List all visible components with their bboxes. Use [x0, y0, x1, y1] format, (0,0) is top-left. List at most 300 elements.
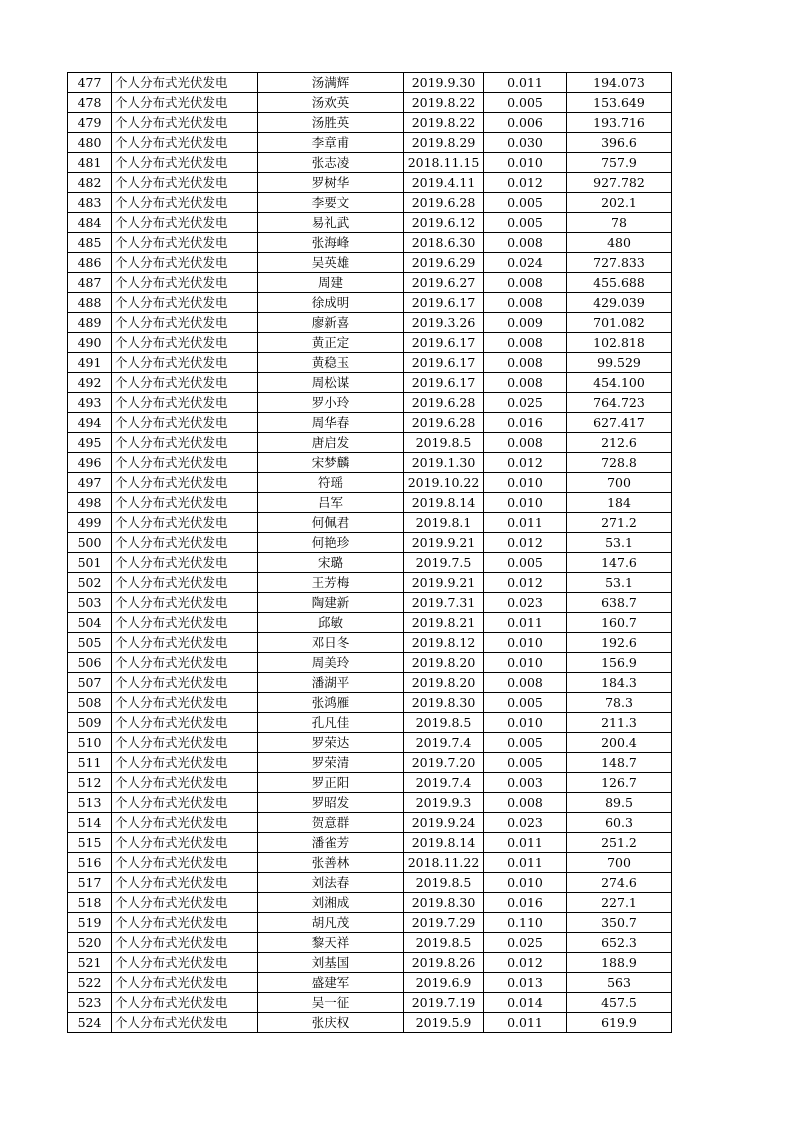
- name-cell: 贺意群: [258, 813, 404, 833]
- table-row: [68, 513, 672, 533]
- table-row: [68, 73, 672, 93]
- row-number-cell: 479: [68, 113, 112, 133]
- row-number-cell: 517: [68, 873, 112, 893]
- row-number-cell: 523: [68, 993, 112, 1013]
- amount-cell: 148.7: [567, 753, 672, 773]
- row-number-cell: 521: [68, 953, 112, 973]
- row-number-cell: 494: [68, 413, 112, 433]
- date-cell: 2019.8.22: [404, 93, 484, 113]
- row-number-cell: 493: [68, 393, 112, 413]
- amount-cell: 156.9: [567, 653, 672, 673]
- name-cell: 吕军: [258, 493, 404, 513]
- amount-cell: 53.1: [567, 533, 672, 553]
- capacity-cell: 0.025: [484, 393, 567, 413]
- row-number-cell: 486: [68, 253, 112, 273]
- table-row: [68, 273, 672, 293]
- project-type-cell: 个人分布式光伏发电: [112, 773, 258, 793]
- amount-cell: 184: [567, 493, 672, 513]
- name-cell: 张庆权: [258, 1013, 404, 1033]
- date-cell: 2019.6.12: [404, 213, 484, 233]
- table-row: [68, 673, 672, 693]
- row-number-cell: 492: [68, 373, 112, 393]
- amount-cell: 728.8: [567, 453, 672, 473]
- project-type-cell: 个人分布式光伏发电: [112, 593, 258, 613]
- table-row: [68, 393, 672, 413]
- row-number-cell: 498: [68, 493, 112, 513]
- capacity-cell: 0.010: [484, 633, 567, 653]
- table-body: [68, 73, 672, 1033]
- row-number-cell: 520: [68, 933, 112, 953]
- amount-cell: 764.723: [567, 393, 672, 413]
- row-number-cell: 491: [68, 353, 112, 373]
- amount-cell: 202.1: [567, 193, 672, 213]
- name-cell: 宋璐: [258, 553, 404, 573]
- capacity-cell: 0.008: [484, 293, 567, 313]
- name-cell: 罗昭发: [258, 793, 404, 813]
- row-number-cell: 487: [68, 273, 112, 293]
- date-cell: 2019.6.17: [404, 373, 484, 393]
- project-type-cell: 个人分布式光伏发电: [112, 173, 258, 193]
- row-number-cell: 502: [68, 573, 112, 593]
- date-cell: 2019.7.5: [404, 553, 484, 573]
- amount-cell: 211.3: [567, 713, 672, 733]
- name-cell: 吴一征: [258, 993, 404, 1013]
- project-type-cell: 个人分布式光伏发电: [112, 613, 258, 633]
- row-number-cell: 477: [68, 73, 112, 93]
- table-row: [68, 233, 672, 253]
- capacity-cell: 0.011: [484, 613, 567, 633]
- row-number-cell: 489: [68, 313, 112, 333]
- row-number-cell: 482: [68, 173, 112, 193]
- amount-cell: 454.100: [567, 373, 672, 393]
- project-type-cell: 个人分布式光伏发电: [112, 653, 258, 673]
- name-cell: 周美玲: [258, 653, 404, 673]
- project-type-cell: 个人分布式光伏发电: [112, 113, 258, 133]
- capacity-cell: 0.011: [484, 853, 567, 873]
- row-number-cell: 510: [68, 733, 112, 753]
- amount-cell: 652.3: [567, 933, 672, 953]
- project-type-cell: 个人分布式光伏发电: [112, 473, 258, 493]
- amount-cell: 251.2: [567, 833, 672, 853]
- amount-cell: 60.3: [567, 813, 672, 833]
- project-type-cell: 个人分布式光伏发电: [112, 953, 258, 973]
- amount-cell: 227.1: [567, 893, 672, 913]
- table-row: [68, 133, 672, 153]
- project-type-cell: 个人分布式光伏发电: [112, 933, 258, 953]
- row-number-cell: 512: [68, 773, 112, 793]
- capacity-cell: 0.008: [484, 373, 567, 393]
- name-cell: 徐成明: [258, 293, 404, 313]
- date-cell: 2019.8.1: [404, 513, 484, 533]
- capacity-cell: 0.010: [484, 653, 567, 673]
- date-cell: 2019.6.17: [404, 353, 484, 373]
- row-number-cell: 513: [68, 793, 112, 813]
- date-cell: 2019.6.29: [404, 253, 484, 273]
- amount-cell: 126.7: [567, 773, 672, 793]
- capacity-cell: 0.010: [484, 713, 567, 733]
- name-cell: 吴英雄: [258, 253, 404, 273]
- amount-cell: 194.073: [567, 73, 672, 93]
- date-cell: 2019.6.27: [404, 273, 484, 293]
- row-number-cell: 505: [68, 633, 112, 653]
- project-type-cell: 个人分布式光伏发电: [112, 333, 258, 353]
- date-cell: 2019.6.28: [404, 393, 484, 413]
- capacity-cell: 0.011: [484, 833, 567, 853]
- amount-cell: 188.9: [567, 953, 672, 973]
- name-cell: 唐启发: [258, 433, 404, 453]
- name-cell: 邱敏: [258, 613, 404, 633]
- capacity-cell: 0.012: [484, 953, 567, 973]
- capacity-cell: 0.010: [484, 153, 567, 173]
- capacity-cell: 0.005: [484, 753, 567, 773]
- row-number-cell: 500: [68, 533, 112, 553]
- amount-cell: 457.5: [567, 993, 672, 1013]
- date-cell: 2019.8.22: [404, 113, 484, 133]
- capacity-cell: 0.011: [484, 1013, 567, 1033]
- name-cell: 汤满辉: [258, 73, 404, 93]
- table-row: [68, 953, 672, 973]
- amount-cell: 271.2: [567, 513, 672, 533]
- table-row: [68, 293, 672, 313]
- table-row: [68, 593, 672, 613]
- project-type-cell: 个人分布式光伏发电: [112, 973, 258, 993]
- capacity-cell: 0.012: [484, 573, 567, 593]
- row-number-cell: 488: [68, 293, 112, 313]
- capacity-cell: 0.023: [484, 813, 567, 833]
- date-cell: 2019.9.3: [404, 793, 484, 813]
- name-cell: 刘法春: [258, 873, 404, 893]
- project-type-cell: 个人分布式光伏发电: [112, 393, 258, 413]
- project-type-cell: 个人分布式光伏发电: [112, 893, 258, 913]
- project-type-cell: 个人分布式光伏发电: [112, 873, 258, 893]
- name-cell: 周松谋: [258, 373, 404, 393]
- project-type-cell: 个人分布式光伏发电: [112, 813, 258, 833]
- table-row: [68, 313, 672, 333]
- table-row: [68, 993, 672, 1013]
- project-type-cell: 个人分布式光伏发电: [112, 73, 258, 93]
- name-cell: 黄正定: [258, 333, 404, 353]
- amount-cell: 78.3: [567, 693, 672, 713]
- capacity-cell: 0.030: [484, 133, 567, 153]
- date-cell: 2019.4.11: [404, 173, 484, 193]
- capacity-cell: 0.008: [484, 673, 567, 693]
- date-cell: 2019.6.28: [404, 413, 484, 433]
- project-type-cell: 个人分布式光伏发电: [112, 193, 258, 213]
- capacity-cell: 0.005: [484, 213, 567, 233]
- date-cell: 2019.8.20: [404, 653, 484, 673]
- table-row: [68, 413, 672, 433]
- project-type-cell: 个人分布式光伏发电: [112, 1013, 258, 1033]
- table-row: [68, 613, 672, 633]
- amount-cell: 700: [567, 853, 672, 873]
- row-number-cell: 522: [68, 973, 112, 993]
- table-row: [68, 1013, 672, 1033]
- table-row: [68, 93, 672, 113]
- table-row: [68, 193, 672, 213]
- row-number-cell: 514: [68, 813, 112, 833]
- row-number-cell: 485: [68, 233, 112, 253]
- date-cell: 2018.11.22: [404, 853, 484, 873]
- project-type-cell: 个人分布式光伏发电: [112, 513, 258, 533]
- date-cell: 2019.8.14: [404, 833, 484, 853]
- capacity-cell: 0.012: [484, 533, 567, 553]
- amount-cell: 102.818: [567, 333, 672, 353]
- date-cell: 2018.11.15: [404, 153, 484, 173]
- table-row: [68, 453, 672, 473]
- table-row: [68, 433, 672, 453]
- project-type-cell: 个人分布式光伏发电: [112, 253, 258, 273]
- project-type-cell: 个人分布式光伏发电: [112, 433, 258, 453]
- date-cell: 2019.8.30: [404, 693, 484, 713]
- name-cell: 李章甫: [258, 133, 404, 153]
- project-type-cell: 个人分布式光伏发电: [112, 233, 258, 253]
- capacity-cell: 0.008: [484, 353, 567, 373]
- amount-cell: 184.3: [567, 673, 672, 693]
- amount-cell: 99.529: [567, 353, 672, 373]
- project-type-cell: 个人分布式光伏发电: [112, 453, 258, 473]
- amount-cell: 701.082: [567, 313, 672, 333]
- project-type-cell: 个人分布式光伏发电: [112, 993, 258, 1013]
- date-cell: 2019.8.5: [404, 873, 484, 893]
- amount-cell: 212.6: [567, 433, 672, 453]
- project-type-cell: 个人分布式光伏发电: [112, 833, 258, 853]
- name-cell: 罗荣达: [258, 733, 404, 753]
- table-row: [68, 853, 672, 873]
- name-cell: 罗正阳: [258, 773, 404, 793]
- project-type-cell: 个人分布式光伏发电: [112, 93, 258, 113]
- name-cell: 罗荣清: [258, 753, 404, 773]
- capacity-cell: 0.005: [484, 93, 567, 113]
- date-cell: 2019.7.20: [404, 753, 484, 773]
- project-type-cell: 个人分布式光伏发电: [112, 133, 258, 153]
- table-row: [68, 333, 672, 353]
- capacity-cell: 0.005: [484, 733, 567, 753]
- table-row: [68, 933, 672, 953]
- date-cell: 2018.6.30: [404, 233, 484, 253]
- name-cell: 易礼武: [258, 213, 404, 233]
- name-cell: 李要文: [258, 193, 404, 213]
- amount-cell: 563: [567, 973, 672, 993]
- amount-cell: 619.9: [567, 1013, 672, 1033]
- name-cell: 潘湖平: [258, 673, 404, 693]
- project-type-cell: 个人分布式光伏发电: [112, 533, 258, 553]
- capacity-cell: 0.013: [484, 973, 567, 993]
- capacity-cell: 0.008: [484, 793, 567, 813]
- name-cell: 刘基国: [258, 953, 404, 973]
- row-number-cell: 496: [68, 453, 112, 473]
- name-cell: 宋梦麟: [258, 453, 404, 473]
- date-cell: 2019.9.24: [404, 813, 484, 833]
- table-row: [68, 153, 672, 173]
- name-cell: 汤胜英: [258, 113, 404, 133]
- capacity-cell: 0.011: [484, 73, 567, 93]
- name-cell: 张鸿雁: [258, 693, 404, 713]
- name-cell: 廖新喜: [258, 313, 404, 333]
- row-number-cell: 495: [68, 433, 112, 453]
- amount-cell: 89.5: [567, 793, 672, 813]
- capacity-cell: 0.023: [484, 593, 567, 613]
- table-row: [68, 873, 672, 893]
- table-row: [68, 733, 672, 753]
- row-number-cell: 508: [68, 693, 112, 713]
- table-row: [68, 833, 672, 853]
- capacity-cell: 0.010: [484, 873, 567, 893]
- project-type-cell: 个人分布式光伏发电: [112, 633, 258, 653]
- capacity-cell: 0.010: [484, 473, 567, 493]
- name-cell: 周建: [258, 273, 404, 293]
- capacity-cell: 0.016: [484, 413, 567, 433]
- amount-cell: 153.649: [567, 93, 672, 113]
- table-row: [68, 713, 672, 733]
- capacity-cell: 0.009: [484, 313, 567, 333]
- project-type-cell: 个人分布式光伏发电: [112, 213, 258, 233]
- capacity-cell: 0.110: [484, 913, 567, 933]
- name-cell: 胡凡茂: [258, 913, 404, 933]
- row-number-cell: 499: [68, 513, 112, 533]
- amount-cell: 160.7: [567, 613, 672, 633]
- table-row: [68, 973, 672, 993]
- date-cell: 2019.8.14: [404, 493, 484, 513]
- table-row: [68, 773, 672, 793]
- table-row: [68, 533, 672, 553]
- table-row: [68, 253, 672, 273]
- name-cell: 张志凌: [258, 153, 404, 173]
- date-cell: 2019.8.12: [404, 633, 484, 653]
- date-cell: 2019.8.5: [404, 433, 484, 453]
- amount-cell: 200.4: [567, 733, 672, 753]
- table-row: [68, 373, 672, 393]
- project-type-cell: 个人分布式光伏发电: [112, 553, 258, 573]
- name-cell: 张善林: [258, 853, 404, 873]
- table-row: [68, 813, 672, 833]
- amount-cell: 429.039: [567, 293, 672, 313]
- table-row: [68, 553, 672, 573]
- capacity-cell: 0.011: [484, 513, 567, 533]
- row-number-cell: 516: [68, 853, 112, 873]
- row-number-cell: 507: [68, 673, 112, 693]
- amount-cell: 480: [567, 233, 672, 253]
- name-cell: 刘湘成: [258, 893, 404, 913]
- row-number-cell: 515: [68, 833, 112, 853]
- capacity-cell: 0.010: [484, 493, 567, 513]
- amount-cell: 193.716: [567, 113, 672, 133]
- date-cell: 2019.8.29: [404, 133, 484, 153]
- row-number-cell: 506: [68, 653, 112, 673]
- name-cell: 黄稳玉: [258, 353, 404, 373]
- name-cell: 罗小玲: [258, 393, 404, 413]
- table-row: [68, 113, 672, 133]
- date-cell: 2019.10.22: [404, 473, 484, 493]
- name-cell: 邓日冬: [258, 633, 404, 653]
- project-type-cell: 个人分布式光伏发电: [112, 733, 258, 753]
- project-type-cell: 个人分布式光伏发电: [112, 853, 258, 873]
- subsidy-table: [67, 72, 672, 1033]
- capacity-cell: 0.005: [484, 193, 567, 213]
- date-cell: 2019.8.5: [404, 933, 484, 953]
- name-cell: 黎天祥: [258, 933, 404, 953]
- name-cell: 周华春: [258, 413, 404, 433]
- project-type-cell: 个人分布式光伏发电: [112, 373, 258, 393]
- project-type-cell: 个人分布式光伏发电: [112, 573, 258, 593]
- date-cell: 2019.7.19: [404, 993, 484, 1013]
- date-cell: 2019.9.21: [404, 573, 484, 593]
- date-cell: 2019.5.9: [404, 1013, 484, 1033]
- project-type-cell: 个人分布式光伏发电: [112, 673, 258, 693]
- date-cell: 2019.7.29: [404, 913, 484, 933]
- capacity-cell: 0.008: [484, 333, 567, 353]
- row-number-cell: 490: [68, 333, 112, 353]
- amount-cell: 638.7: [567, 593, 672, 613]
- name-cell: 孔凡佳: [258, 713, 404, 733]
- date-cell: 2019.7.4: [404, 733, 484, 753]
- name-cell: 何艳珍: [258, 533, 404, 553]
- date-cell: 2019.9.21: [404, 533, 484, 553]
- row-number-cell: 519: [68, 913, 112, 933]
- date-cell: 2019.6.28: [404, 193, 484, 213]
- capacity-cell: 0.012: [484, 453, 567, 473]
- row-number-cell: 501: [68, 553, 112, 573]
- date-cell: 2019.7.4: [404, 773, 484, 793]
- amount-cell: 147.6: [567, 553, 672, 573]
- project-type-cell: 个人分布式光伏发电: [112, 913, 258, 933]
- date-cell: 2019.6.17: [404, 293, 484, 313]
- date-cell: 2019.8.5: [404, 713, 484, 733]
- row-number-cell: 480: [68, 133, 112, 153]
- name-cell: 陶建新: [258, 593, 404, 613]
- amount-cell: 274.6: [567, 873, 672, 893]
- row-number-cell: 503: [68, 593, 112, 613]
- date-cell: 2019.3.26: [404, 313, 484, 333]
- table-row: [68, 353, 672, 373]
- date-cell: 2019.8.26: [404, 953, 484, 973]
- amount-cell: 727.833: [567, 253, 672, 273]
- project-type-cell: 个人分布式光伏发电: [112, 413, 258, 433]
- amount-cell: 192.6: [567, 633, 672, 653]
- table-row: [68, 213, 672, 233]
- row-number-cell: 497: [68, 473, 112, 493]
- date-cell: 2019.8.21: [404, 613, 484, 633]
- project-type-cell: 个人分布式光伏发电: [112, 273, 258, 293]
- table-row: [68, 653, 672, 673]
- row-number-cell: 518: [68, 893, 112, 913]
- name-cell: 汤欢英: [258, 93, 404, 113]
- amount-cell: 78: [567, 213, 672, 233]
- project-type-cell: 个人分布式光伏发电: [112, 153, 258, 173]
- amount-cell: 455.688: [567, 273, 672, 293]
- table-row: [68, 173, 672, 193]
- row-number-cell: 509: [68, 713, 112, 733]
- amount-cell: 53.1: [567, 573, 672, 593]
- amount-cell: 627.417: [567, 413, 672, 433]
- table-row: [68, 473, 672, 493]
- row-number-cell: 524: [68, 1013, 112, 1033]
- name-cell: 何佩君: [258, 513, 404, 533]
- project-type-cell: 个人分布式光伏发电: [112, 793, 258, 813]
- project-type-cell: 个人分布式光伏发电: [112, 353, 258, 373]
- amount-cell: 757.9: [567, 153, 672, 173]
- table-row: [68, 893, 672, 913]
- capacity-cell: 0.012: [484, 173, 567, 193]
- row-number-cell: 478: [68, 93, 112, 113]
- capacity-cell: 0.025: [484, 933, 567, 953]
- table-row: [68, 793, 672, 813]
- amount-cell: 700: [567, 473, 672, 493]
- table-row: [68, 493, 672, 513]
- project-type-cell: 个人分布式光伏发电: [112, 313, 258, 333]
- capacity-cell: 0.014: [484, 993, 567, 1013]
- table-row: [68, 633, 672, 653]
- name-cell: 符瑶: [258, 473, 404, 493]
